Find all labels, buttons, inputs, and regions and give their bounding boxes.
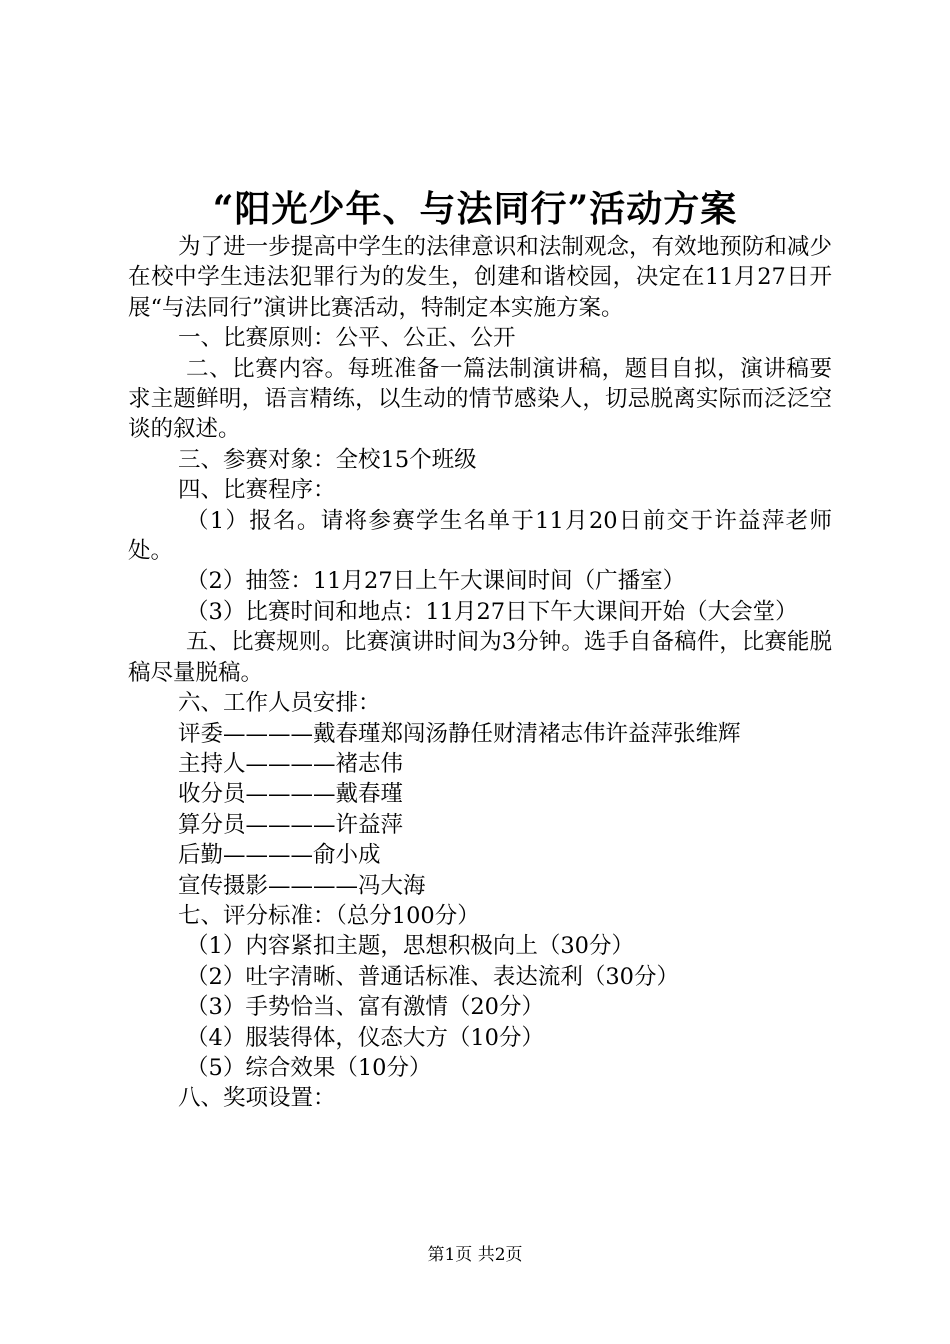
section-rules: 五、比赛规则。比赛演讲时间为3分钟。选手自备稿件，比赛能脱稿尽量脱稿。 xyxy=(128,629,832,686)
staff-score-calculator: 算分员————许益萍 xyxy=(178,811,404,838)
section-awards: 八、奖项设置： xyxy=(178,1085,336,1112)
criteria-item: （5）综合效果（10分） xyxy=(186,1054,432,1081)
section-procedure: 四、比赛程序： xyxy=(178,477,336,504)
criteria-item: （3）手势恰当、富有激情（20分） xyxy=(186,994,544,1021)
procedure-item-draw: （2）抽签：11月27日上午大课间时间（广播室） xyxy=(186,568,686,595)
staff-host: 主持人————褚志伟 xyxy=(178,750,404,777)
section-content: 二、比赛内容。每班准备一篇法制演讲稿，题目自拟，演讲稿要求主题鲜明，语言精练，以生动的情节感染人，切忌脱离实际而泛泛空谈的叙述。 xyxy=(128,355,832,443)
staff-score-collector: 收分员————戴春瑾 xyxy=(178,781,404,808)
criteria-item: （4）服装得体，仪态大方（10分） xyxy=(186,1024,544,1051)
procedure-item-registration: （1）报名。请将参赛学生名单于11月20日前交于许益萍老师处。 xyxy=(128,507,832,565)
document-body xyxy=(128,232,832,1114)
criteria-item: （2）吐字清晰、普通话标准、表达流利（30分） xyxy=(186,963,679,990)
staff-photography: 宣传摄影————冯大海 xyxy=(178,872,426,899)
document-title: “阳光少年、与法同行”活动方案 xyxy=(212,188,738,230)
section-principles: 一、比赛原则：公平、公正、公开 xyxy=(178,325,516,352)
page-footer: 第1页 共2页 xyxy=(427,1245,523,1265)
staff-logistics: 后勤————俞小成 xyxy=(178,842,381,869)
intro-paragraph: 为了进一步提高中学生的法律意识和法制观念，有效地预防和减少在校中学生违法犯罪行为的发生，创建和谐校园，决定在11月27日开展“与法同行”演讲比赛活动，特制定本实施方案。 xyxy=(128,234,832,321)
procedure-item-time-place: （3）比赛时间和地点：11月27日下午大课间开始（大会堂） xyxy=(186,598,798,625)
criteria-item: （1）内容紧扣主题，思想积极向上（30分） xyxy=(186,933,634,960)
section-scoring: 七、评分标准：（总分100分） xyxy=(178,902,480,929)
section-participants: 三、参赛对象：全校15个班级 xyxy=(178,446,477,473)
section-staff: 六、工作人员安排： xyxy=(178,690,381,717)
staff-judges: 评委————戴春瑾郑闯汤静任财清褚志伟许益萍张维辉 xyxy=(178,720,741,747)
